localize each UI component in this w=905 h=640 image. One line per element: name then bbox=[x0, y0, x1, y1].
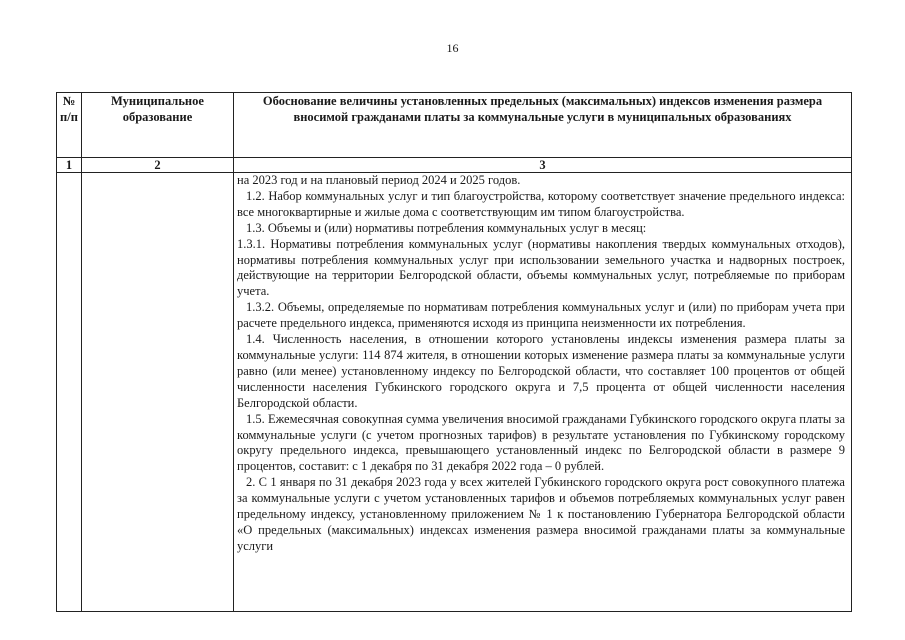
row-number-cell bbox=[57, 173, 82, 612]
paragraph-1-3-2: 1.3.2. Объемы, определяемые по нормативам потребления коммунальных услуг и (или) по приборам учета при расчете предельного индекса, применяются исходя из принципа неизменности их потребления. bbox=[237, 300, 845, 331]
page-number: 16 bbox=[446, 41, 459, 55]
column-number-row bbox=[57, 158, 852, 173]
justification-cell bbox=[234, 173, 852, 612]
paragraph-1-2: 1.2. Набор коммунальных услуг и тип благоустройства, которому соответствует значение предельного индекса: все многоквартирные и жилые дома с соответствующим им типом благоустройства. bbox=[237, 188, 845, 219]
column-number-3: 3 bbox=[234, 158, 852, 173]
paragraph-1-3: 1.3. Объемы и (или) нормативы потребления коммунальных услуг в месяц: bbox=[246, 220, 647, 235]
paragraph-1-3-1: 1.3.1. Нормативы потребления коммунальных услуг (нормативы накопления твердых коммунальных отходов), нормативы потребления коммунальных услуг при использовании земельного участка и надворных построек, действующие на территории Белгородской области, объемы коммунальных услуг, потребляемые по приборам учета. bbox=[237, 236, 845, 299]
table-row bbox=[57, 173, 852, 612]
header-number: № п/п bbox=[57, 93, 82, 158]
header-justification: Обоснование величины установленных предельных (максимальных) индексов изменения размера вносимой гражданами платы за коммунальные услуги в муниципальных образованиях bbox=[234, 93, 852, 158]
paragraph-2: 2. С 1 января по 31 декабря 2023 года у всех жителей Губкинского городского округа рост совокупного платежа за коммунальные услуги с учетом установленных тарифов и объемов потребляемых коммунальных услуг равен предельному индексу, установленному приложением № 1 к постановлению Губернатора Белгородской области «О предельных (максимальных) индексах изменения размера вносимой гражданами платы за коммунальные услуги bbox=[237, 475, 845, 553]
column-number-2: 2 bbox=[82, 158, 234, 173]
indices-table bbox=[56, 92, 852, 612]
header-row bbox=[57, 93, 852, 158]
row-municipality-cell bbox=[82, 173, 234, 612]
paragraph-1-5: 1.5. Ежемесячная совокупная сумма увеличения вносимой гражданами Губкинского городского округа платы за коммунальные услуги (с учетом прогнозных тарифов) в результате установления по Губкинскому городскому округу предельного индекса, превышающего установленный индекс по Белгородской области в размере 9 процентов, составит: с 1 декабря по 31 декабря 2022 года – 0 рублей. bbox=[237, 411, 845, 474]
header-municipality: Муниципальное образование bbox=[82, 93, 234, 158]
column-number-1: 1 bbox=[57, 158, 82, 173]
paragraph-period: на 2023 год и на плановый период 2024 и 2025 годов. bbox=[237, 173, 521, 187]
paragraph-1-4: 1.4. Численность населения, в отношении которого установлены индексы изменения размера платы за коммунальные услуги: 114 874 жителя, в отношении которых изменение размера платы за коммунальные услуги равно (или менее) установленному индексу по Белгородской области, что составляет 100 процентов от общей численности населения Губкинского городского округа и 7,5 процента от общей численности населения Белгородской области. bbox=[237, 332, 845, 410]
